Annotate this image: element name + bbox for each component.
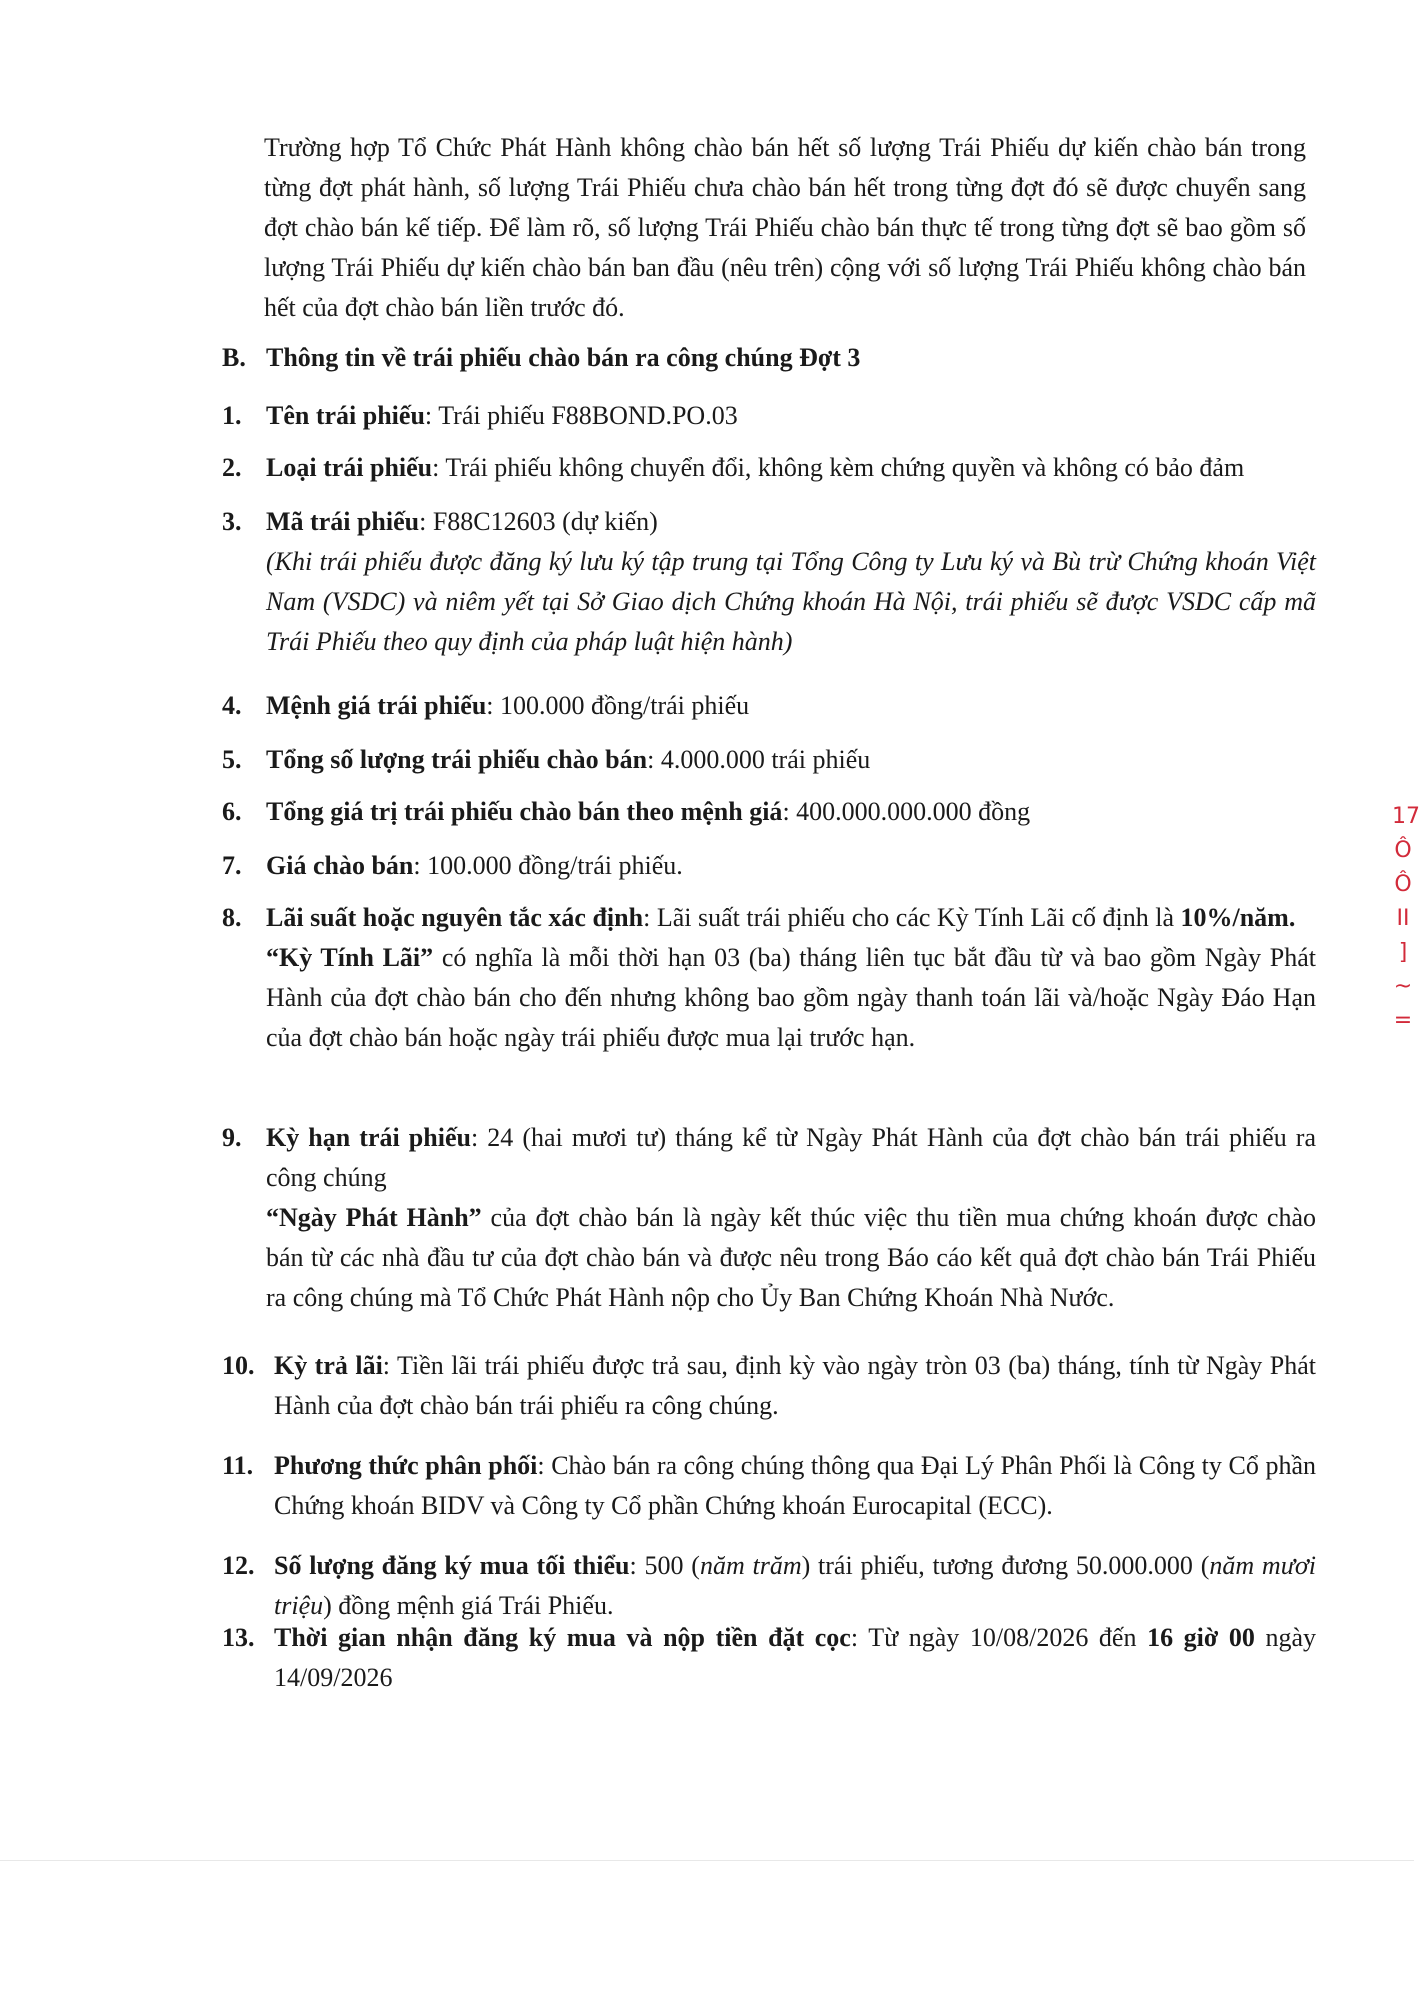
stamp-glyph: ] [1398, 940, 1408, 965]
section-marker: B. [222, 343, 246, 372]
item-text: Lãi suất trái phiếu cho các Kỳ Tính Lãi cố định là [656, 903, 1181, 932]
item-label: Giá chào bán [266, 851, 414, 880]
section-title: Thông tin về trái phiếu chào bán ra công chúng Đợt 3 [266, 343, 861, 372]
item-label: Tổng số lượng trái phiếu chào bán [266, 745, 648, 774]
list-item [222, 898, 1322, 1058]
item-separator: : [382, 1351, 398, 1380]
item-number: 6. [222, 797, 242, 826]
item-number: 12. [222, 1551, 255, 1580]
item-text: F88C12603 (dự kiến) [432, 507, 658, 536]
item-text: 400.000.000.000 đồng [796, 797, 1031, 826]
list-item [222, 502, 1322, 662]
list-item [222, 396, 1322, 436]
item-label: Kỳ hạn trái phiếu [266, 1123, 471, 1152]
definition-text: có nghĩa là mỗi thời hạn 03 (ba) tháng liên tục bắt đầu từ và bao gồm Ngày Phát Hành của đợt chào bán cho đến nhưng không bao gồm ngày thanh toán lãi và/hoặc Ngày Đáo Hạn của đợt chào bán hoặc ngày trái phiếu được mua lại trước hạn. [266, 943, 1316, 1052]
item-separator: : [782, 797, 797, 826]
item-separator: : [470, 1123, 488, 1152]
item-text: 500 ( [644, 1551, 700, 1580]
item-text: 24 (hai mươi tư) tháng kể từ Ngày Phát Hành của đợt chào bán trái phiếu ra công chúng [266, 1123, 1316, 1192]
item-label: Số lượng đăng ký mua tối thiểu [274, 1551, 630, 1580]
stamp-glyph: Ô [1394, 872, 1412, 897]
item-separator: : [850, 1623, 869, 1652]
red-seal-stamp-fragment [1392, 800, 1420, 1038]
stamp-glyph: 17 [1392, 804, 1420, 829]
item-label: Phương thức phân phối [274, 1451, 538, 1480]
defined-term: “Kỳ Tính Lãi” [266, 943, 434, 972]
item-label: Mệnh giá trái phiếu [266, 691, 487, 720]
list-item [222, 846, 1322, 886]
item-text: 100.000 đồng/trái phiếu. [427, 851, 683, 880]
item-number: 2. [222, 453, 242, 482]
stamp-glyph: = [1393, 1008, 1413, 1033]
definition-text: của đợt chào bán là ngày kết thúc việc thu tiền mua chứng khoán được chào bán từ các nhà đầu tư của đợt chào bán và được nêu trong Báo cáo kết quả đợt chào bán Trái Phiếu ra công chúng mà Tổ Chức Phát Hành nộp cho Ủy Ban Chứng Khoán Nhà Nước. [266, 1203, 1317, 1312]
item-separator: : [413, 851, 428, 880]
item-label: Thời gian nhận đăng ký mua và nộp tiền đặt cọc [274, 1623, 851, 1652]
item-separator: : [486, 691, 501, 720]
item-text: ) trái phiếu, tương đương 50.000.000 ( [801, 1551, 1210, 1580]
item-separator: : [424, 401, 439, 430]
item-text-italic: năm trăm [699, 1551, 802, 1580]
item-separator: : [643, 903, 657, 932]
item-label: Tổng giá trị trái phiếu chào bán theo mệnh giá [266, 797, 783, 826]
list-item [222, 740, 1322, 780]
item-number: 5. [222, 745, 242, 774]
item-number: 13. [222, 1623, 255, 1652]
stamp-glyph: ~ [1393, 974, 1413, 999]
item-separator: : [629, 1551, 645, 1580]
item-number: 10. [222, 1351, 255, 1380]
item-text: Chào bán ra công chúng thông qua Đại Lý Phân Phối là Công ty Cổ phần Chứng khoán BIDV và Công ty Cổ phần Chứng khoán Eurocapital (ECC). [274, 1451, 1316, 1520]
item-number: 11. [222, 1451, 254, 1480]
item-text: ngày 14/09/2026 [274, 1623, 1316, 1692]
list-item [222, 1618, 1322, 1698]
section-b-heading [222, 338, 1322, 378]
item-text: Trái phiếu F88BOND.PO.03 [438, 401, 738, 430]
list-item [222, 1118, 1322, 1318]
intro-paragraph [264, 128, 1306, 328]
item-number: 1. [222, 401, 242, 430]
list-item [222, 792, 1322, 832]
item-number: 4. [222, 691, 242, 720]
list-item [222, 1546, 1322, 1626]
item-text: Từ ngày 10/08/2026 đến [868, 1623, 1148, 1652]
item-text-italic: năm mươi triệu [274, 1551, 1316, 1620]
stamp-glyph: Ô [1394, 838, 1412, 863]
item-text: 100.000 đồng/trái phiếu [500, 691, 750, 720]
item-number: 3. [222, 507, 242, 536]
item-label: Kỳ trả lãi [274, 1351, 383, 1380]
list-item [222, 1446, 1322, 1526]
defined-term: “Ngày Phát Hành” [266, 1203, 482, 1232]
stamp-glyph: II [1396, 906, 1410, 931]
item-text: Tiền lãi trái phiếu được trả sau, định kỳ vào ngày tròn 03 (ba) tháng, tính từ Ngày Phát Hành của đợt chào bán trái phiếu ra công chúng. [274, 1351, 1316, 1420]
list-item [222, 1346, 1322, 1426]
item-text: ) đồng mệnh giá Trái Phiếu. [323, 1591, 614, 1620]
item-label: Lãi suất hoặc nguyên tắc xác định [266, 903, 644, 932]
item-label: Mã trái phiếu [266, 507, 420, 536]
item-separator: : [537, 1451, 552, 1480]
item-separator: : [647, 745, 661, 774]
item-label: Tên trái phiếu [266, 401, 425, 430]
page-bottom-divider [0, 1860, 1414, 1861]
item-label: Loại trái phiếu [266, 453, 433, 482]
item-note: (Khi trái phiếu được đăng ký lưu ký tập trung tại Tổng Công ty Lưu ký và Bù trừ Chứng khoán Việt Nam (VSDC) và niêm yết tại Sở Giao dịch Chứng khoán Hà Nội, trái phiếu sẽ được VSDC cấp mã Trái Phiếu theo quy định của pháp luật hiện hành) [266, 547, 1316, 656]
item-separator: : [419, 507, 433, 536]
intro-text: Trường hợp Tổ Chức Phát Hành không chào bán hết số lượng Trái Phiếu dự kiến chào bán trong từng đợt phát hành, số lượng Trái Phiếu chưa chào bán hết trong từng đợt đó sẽ được chuyển sang đợt chào bán kế tiếp. Để làm rõ, số lượng Trái Phiếu chào bán thực tế trong từng đợt sẽ bao gồm số lượng Trái Phiếu dự kiến chào bán ban đầu (nêu trên) cộng với số lượng Trái Phiếu không chào bán hết của đợt chào bán liền trước đó. [264, 133, 1306, 322]
item-separator: : [432, 453, 446, 482]
item-number: 9. [222, 1123, 242, 1152]
list-item [222, 686, 1322, 726]
item-number: 7. [222, 851, 242, 880]
item-text: 4.000.000 trái phiếu [660, 745, 871, 774]
deadline-time: 16 giờ 00 [1147, 1623, 1255, 1652]
interest-rate-value: 10%/năm. [1180, 903, 1296, 932]
list-item [222, 448, 1322, 488]
item-text: Trái phiếu không chuyển đổi, không kèm chứng quyền và không có bảo đảm [445, 453, 1245, 482]
item-number: 8. [222, 903, 242, 932]
